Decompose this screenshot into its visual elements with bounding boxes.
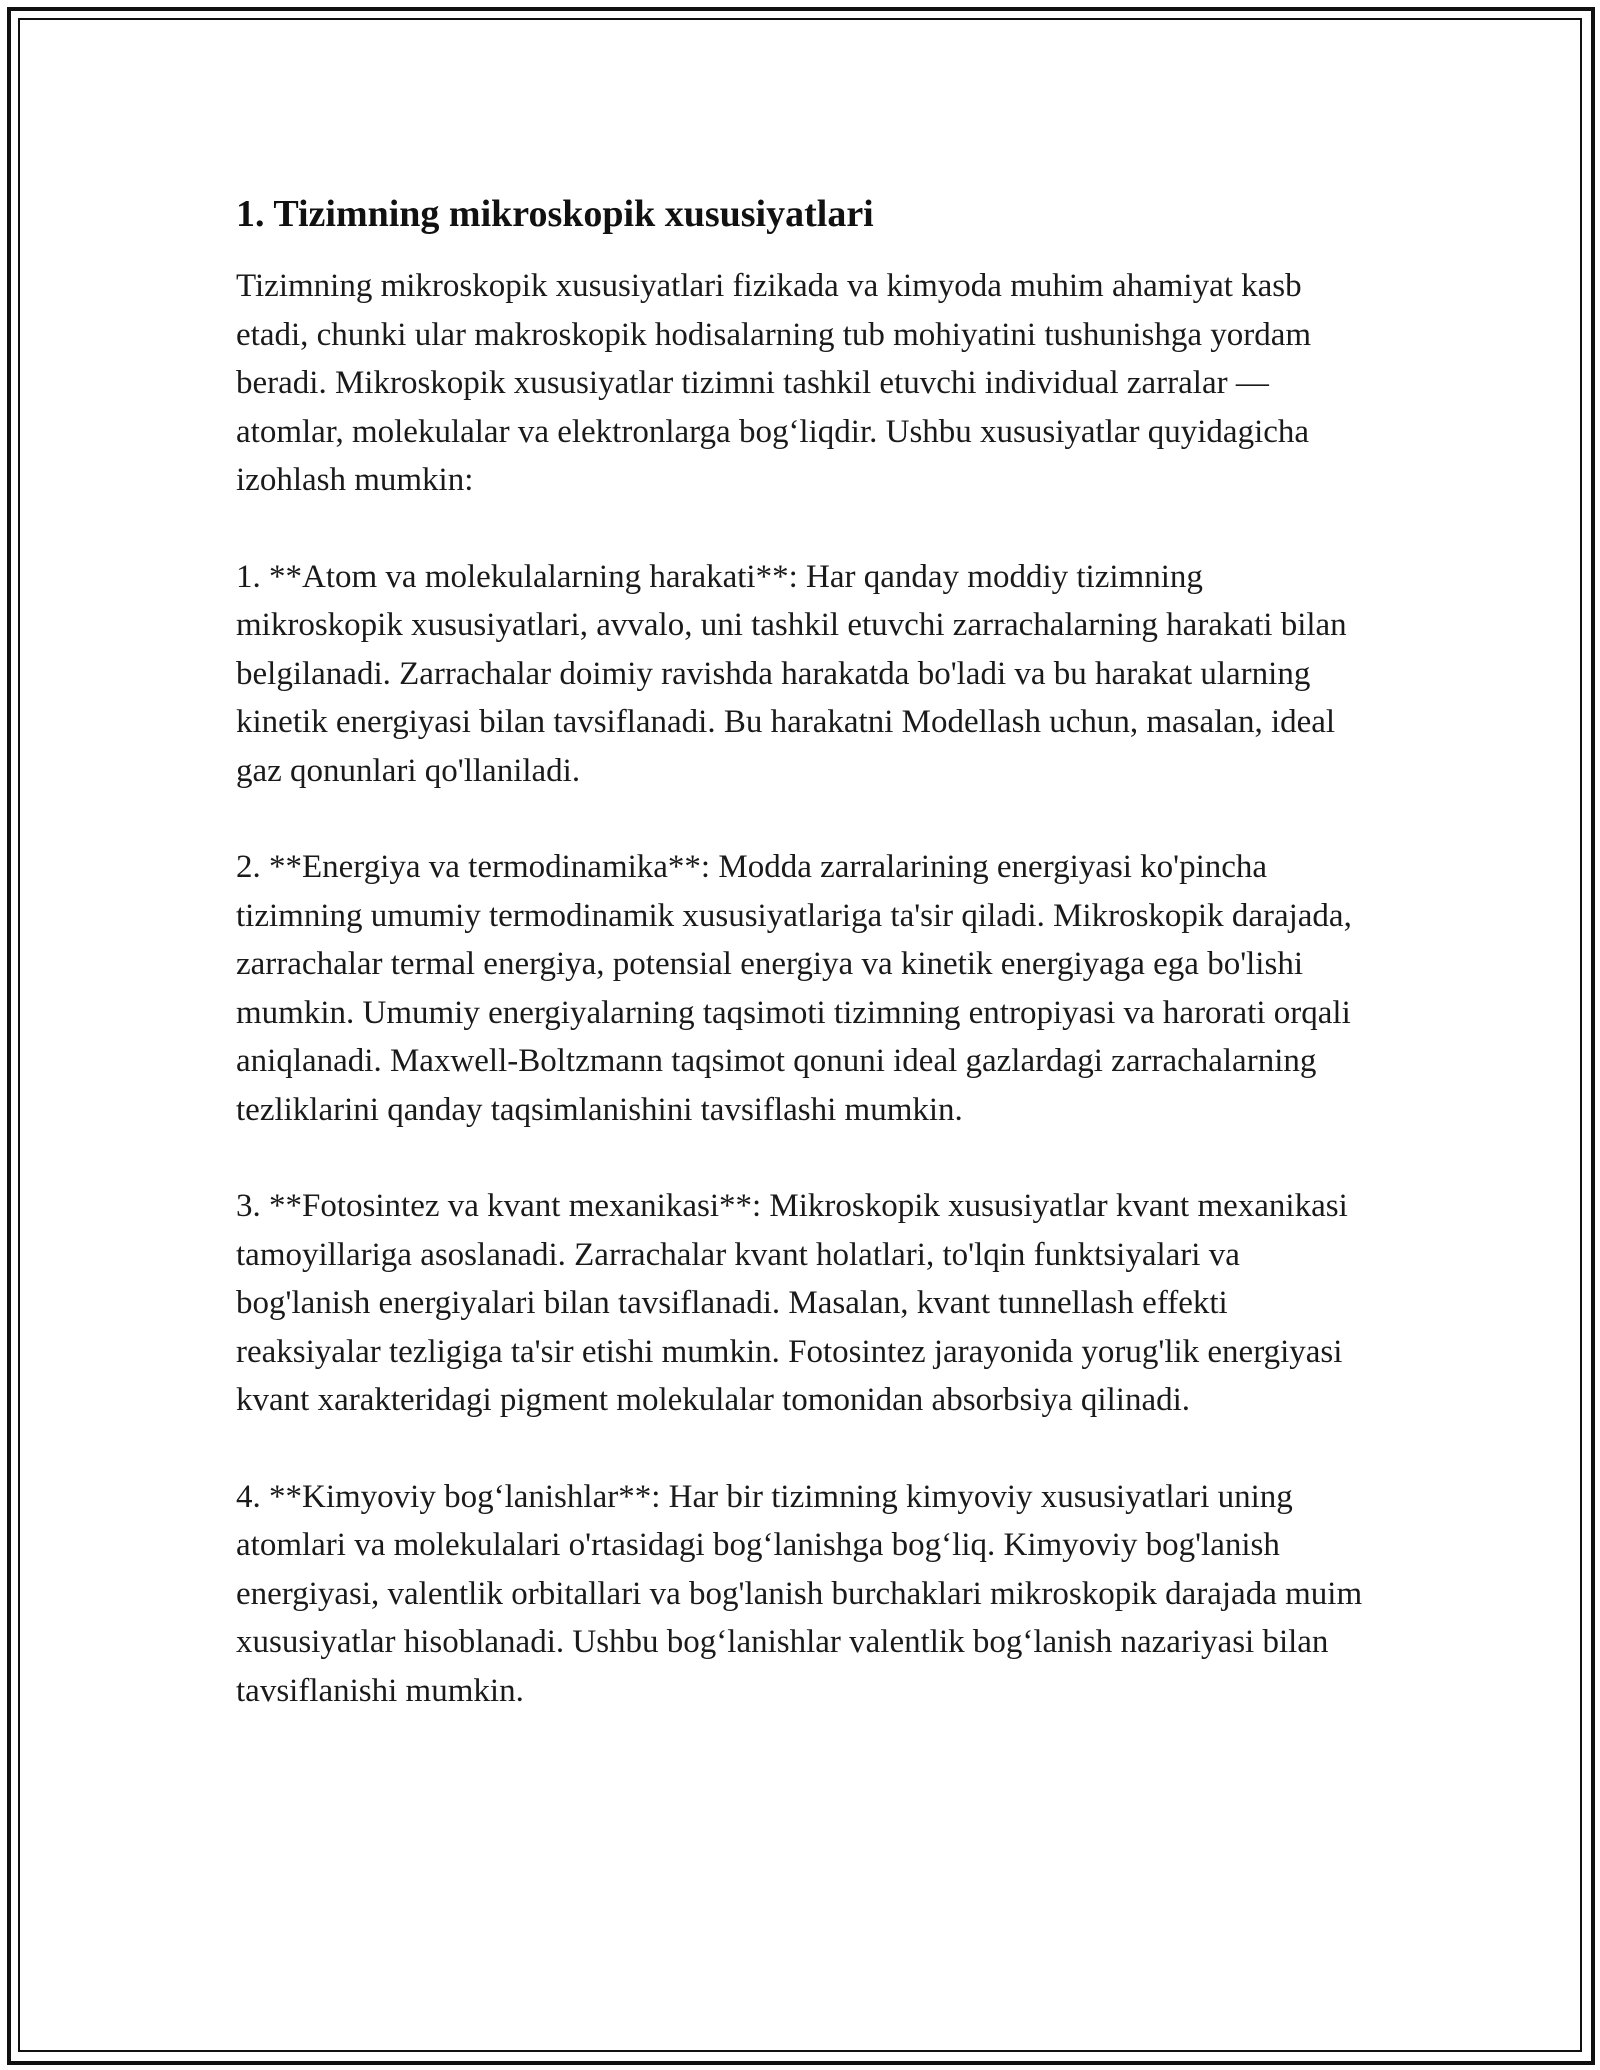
list-item-2: 2. **Energiya va termodinamika**: Modda zarralarining energiyasi ko'pincha tizimning umumiy termodinamik xususiyatlariga ta'sir qiladi. Mikroskopik darajada, zarrachalar termal energiya, potensial energiya va kinetik energiyaga ega bo'lishi mumkin. Umumiy energiyalarning taqsimoti tizimning entropiyasi va harorati orqali aniqlanadi. Maxwell-Boltzmann taqsimot qonuni ideal gazlardagi zarrachalarning tezliklarini qanday taqsimlanishini tavsiflashi mumkin. — [236, 849, 1352, 1128]
document-body — [236, 186, 1376, 1763]
intro-paragraph: Tizimning mikroskopik xususiyatlari fizikada va kimyoda muhim ahamiyat kasb etadi, chunki ular makroskopik hodisalarning tub mohiyatini tushunishga yordam beradi. Mikroskopik xususiyatlar tizimni tashkil etuvchi individual zarralar — atomlar, molekulalar va elektronlarga bog‘liqdir. Ushbu xususiyatlar quyidagicha izohlash mumkin: — [236, 268, 1312, 498]
list-item-1: 1. **Atom va molekulalarning harakati**: Har qanday moddiy tizimning mikroskopik xususiyatlari, avvalo, uni tashkil etuvchi zarrachalarning harakati bilan belgilanadi. Zarrachalar doimiy ravishda harakatda bo'ladi va bu harakat ularning kinetik energiyasi bilan tavsiflanadi. Bu harakatni Modellash uchun, masalan, ideal gaz qonunlari qo'llaniladi. — [236, 558, 1347, 789]
list-item-3: 3. **Fotosintez va kvant mexanikasi**: Mikroskopik xususiyatlar kvant mexanikasi tamoyillariga asoslanadi. Zarrachalar kvant holatlari, to'lqin funktsiyalari va bog'lanish energiyalari bilan tavsiflanadi. Masalan, kvant tunnellash effekti reaksiyalar tezligiga ta'sir etishi mumkin. Fotosintez jarayonida yorug'lik energiyasi kvant xarakteridagi pigment molekulalar tomonidan absorbsiya qilinadi. — [236, 1188, 1348, 1418]
section-heading: 1. Tizimning mikroskopik xususiyatlari — [236, 193, 874, 235]
list-item-4: 4. **Kimyoviy bog‘lanishlar**: Har bir tizimning kimyoviy xususiyatlari uning atomlari va molekulalari o'rtasidagi bog‘lanishga bog‘liq. Kimyoviy bog'lanish energiyasi, valentlik orbitallari va bog'lanish burchaklari mikroskopik darajada muim xususiyatlar hisoblanadi. Ushbu bog‘lanishlar valentlik bog‘lanish nazariyasi bilan tavsiflanishi mumkin. — [236, 1478, 1363, 1709]
